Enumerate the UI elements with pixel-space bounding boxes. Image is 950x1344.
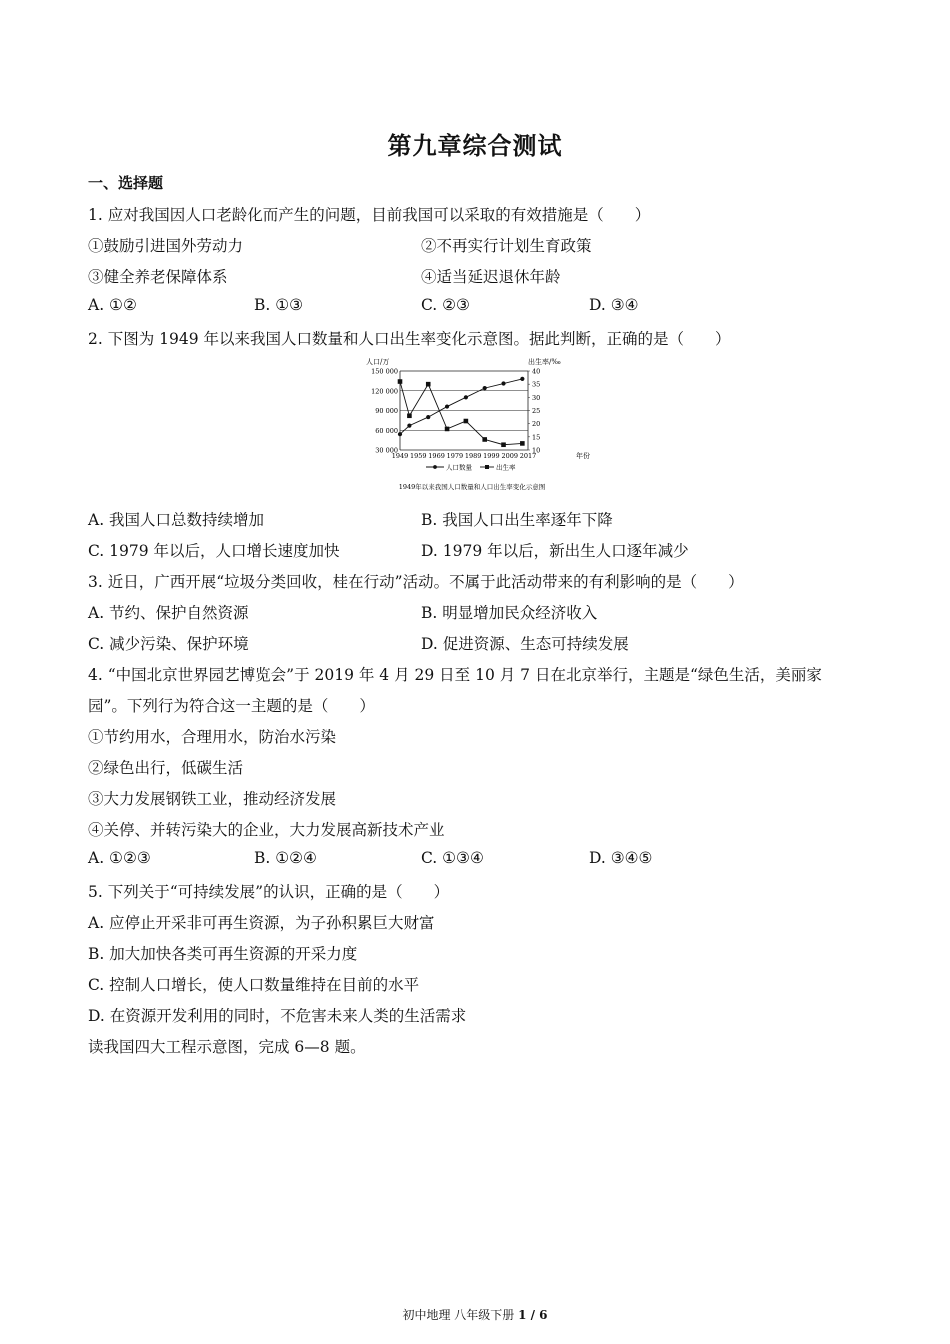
q5-option-a[interactable]: A. 应停止开采非可再生资源，为子孙积累巨大财富 bbox=[88, 914, 435, 932]
population-chart bbox=[352, 352, 592, 494]
question-2-stem: 2. 下图为 1949 年以来我国人口数量和人口出生率变化示意图。据此判断，正确的是（ ） bbox=[88, 330, 731, 348]
q4-item-1: ①节约用水，合理用水，防治水污染 bbox=[88, 728, 337, 746]
y-tick-label-right: 15 bbox=[532, 433, 541, 442]
q4-item-3: ③大力发展钢铁工业，推动经济发展 bbox=[88, 790, 337, 808]
population-point bbox=[464, 395, 468, 399]
birth-rate-line bbox=[400, 382, 522, 445]
x-axis-ticks bbox=[392, 452, 537, 460]
x-tick-label: 2009 bbox=[501, 452, 518, 460]
legend-birth-rate-marker bbox=[485, 465, 489, 469]
q3-option-c[interactable]: C. 减少污染、保护环境 bbox=[88, 635, 249, 653]
population-point bbox=[520, 377, 524, 381]
legend-population-label: 人口数量 bbox=[446, 463, 472, 472]
population-point bbox=[398, 432, 402, 436]
y-tick-label-left: 30 000 bbox=[375, 446, 398, 455]
birth-rate-point bbox=[398, 379, 403, 384]
population-point bbox=[501, 381, 505, 385]
y-axis-right-label: 出生率/‰ bbox=[528, 358, 561, 366]
y-tick-label-left: 90 000 bbox=[375, 407, 398, 415]
section-heading: 一、选择题 bbox=[88, 174, 164, 192]
y-axis-right-ticks bbox=[528, 368, 540, 455]
y-tick-label-left: 150 000 bbox=[371, 367, 398, 376]
q4-option-b[interactable]: B. ①②④ bbox=[254, 849, 317, 867]
question-4-stem-line2: 园”。下列行为符合这一主题的是（ ） bbox=[88, 697, 375, 715]
x-tick-label: 1949 bbox=[391, 452, 409, 460]
q1-option-a[interactable]: A. ①② bbox=[88, 296, 137, 314]
y-tick-label-right: 35 bbox=[532, 380, 541, 389]
birth-rate-point bbox=[407, 413, 412, 418]
q1-item-3: ③健全养老保障体系 bbox=[88, 268, 228, 286]
page-number: 1 / 6 bbox=[518, 1308, 548, 1322]
q1-item-1: ①鼓励引进国外劳动力 bbox=[88, 237, 244, 255]
q2-option-c[interactable]: C. 1979 年以后，人口增长速度加快 bbox=[88, 542, 340, 560]
series-population bbox=[398, 377, 525, 437]
x-tick-label: 1979 bbox=[446, 452, 464, 460]
y-tick-label-right: 20 bbox=[532, 420, 541, 429]
y-tick-label-right: 40 bbox=[532, 367, 541, 376]
y-tick-label-left: 60 000 bbox=[375, 426, 398, 435]
q3-option-a[interactable]: A. 节约、保护自然资源 bbox=[88, 604, 249, 622]
page-title: 第九章综合测试 bbox=[387, 131, 563, 160]
q4-option-c[interactable]: C. ①③④ bbox=[421, 849, 484, 867]
chart-title: 1949年以来我国人口数量和人口出生率变化示意图 bbox=[398, 483, 546, 491]
questions-6-8-intro: 读我国四大工程示意图，完成 6—8 题。 bbox=[88, 1038, 366, 1056]
x-axis-label: 年份 bbox=[576, 452, 590, 460]
birth-rate-point bbox=[426, 382, 431, 387]
q1-option-d[interactable]: D. ③④ bbox=[589, 296, 639, 314]
x-tick-label: 1989 bbox=[464, 452, 482, 460]
population-point bbox=[483, 386, 487, 390]
chart-legend bbox=[426, 463, 516, 472]
q3-option-d[interactable]: D. 促进资源、生态可持续发展 bbox=[421, 635, 629, 653]
q5-option-c[interactable]: C. 控制人口增长，使人口数量维持在目前的水平 bbox=[88, 976, 420, 994]
x-tick-label: 1959 bbox=[410, 452, 427, 460]
population-point bbox=[445, 404, 449, 408]
q2-option-a[interactable]: A. 我国人口总数持续增加 bbox=[88, 511, 265, 529]
x-tick-label: 1999 bbox=[483, 452, 500, 460]
y-tick-label-right: 25 bbox=[532, 407, 541, 415]
birth-rate-point bbox=[520, 441, 525, 446]
y-tick-label-left: 120 000 bbox=[371, 387, 398, 396]
q2-option-b[interactable]: B. 我国人口出生率逐年下降 bbox=[421, 511, 613, 529]
legend-birth-rate-label: 出生率 bbox=[496, 463, 516, 472]
question-1-stem: 1. 应对我国因人口老龄化而产生的问题，目前我国可以采取的有效措施是（ ） bbox=[88, 206, 651, 224]
x-tick-label: 1969 bbox=[428, 452, 445, 460]
birth-rate-point bbox=[482, 437, 487, 442]
question-4-stem-line1: 4. “中国北京世界园艺博览会”于 2019 年 4 月 29 日至 10 月 7 日在北京举行，主题是“绿色生活，美丽家 bbox=[88, 666, 822, 684]
y-axis-left-label: 人口/万 bbox=[366, 358, 390, 366]
q1-item-4: ④适当延迟退休年龄 bbox=[421, 268, 561, 286]
birth-rate-point bbox=[464, 419, 469, 424]
chart-grid bbox=[400, 371, 528, 450]
q1-option-c[interactable]: C. ②③ bbox=[421, 296, 470, 314]
q5-option-b[interactable]: B. 加大加快各类可再生资源的开采力度 bbox=[88, 945, 358, 963]
q1-option-b[interactable]: B. ①③ bbox=[254, 296, 304, 314]
question-3-stem: 3. 近日，广西开展“垃圾分类回收，桂在行动”活动。不属于此活动带来的有利影响的是（ ） bbox=[88, 573, 744, 591]
y-tick-label-right: 30 bbox=[532, 393, 541, 402]
question-5-stem: 5. 下列关于“可持续发展”的认识，正确的是（ ） bbox=[88, 883, 450, 901]
series-birth-rate bbox=[398, 379, 525, 447]
q4-item-2: ②绿色出行，低碳生活 bbox=[88, 759, 244, 777]
q5-option-d[interactable]: D. 在资源开发利用的同时，不危害未来人类的生活需求 bbox=[88, 1007, 467, 1025]
q4-option-a[interactable]: A. ①②③ bbox=[88, 849, 151, 867]
q4-item-4: ④关停、并转污染大的企业，大力发展高新技术产业 bbox=[88, 821, 445, 839]
legend-population-marker bbox=[433, 465, 437, 469]
x-tick-label: 2017 bbox=[519, 452, 537, 460]
q1-item-2: ②不再实行计划生育政策 bbox=[421, 237, 592, 255]
population-line bbox=[400, 379, 522, 434]
q3-option-b[interactable]: B. 明显增加民众经济收入 bbox=[421, 604, 598, 622]
population-point bbox=[426, 415, 430, 419]
q2-option-d[interactable]: D. 1979 年以后，新出生人口逐年减少 bbox=[421, 542, 689, 560]
population-point bbox=[407, 424, 411, 428]
y-axis-left-ticks bbox=[371, 368, 398, 455]
birth-rate-point bbox=[445, 427, 450, 432]
birth-rate-point bbox=[501, 442, 506, 447]
y-tick-label-right: 10 bbox=[532, 446, 541, 455]
footer-text: 初中地理 八年级下册 bbox=[402, 1308, 519, 1322]
q4-option-d[interactable]: D. ③④⑤ bbox=[589, 849, 653, 867]
page-footer bbox=[0, 1306, 950, 1323]
